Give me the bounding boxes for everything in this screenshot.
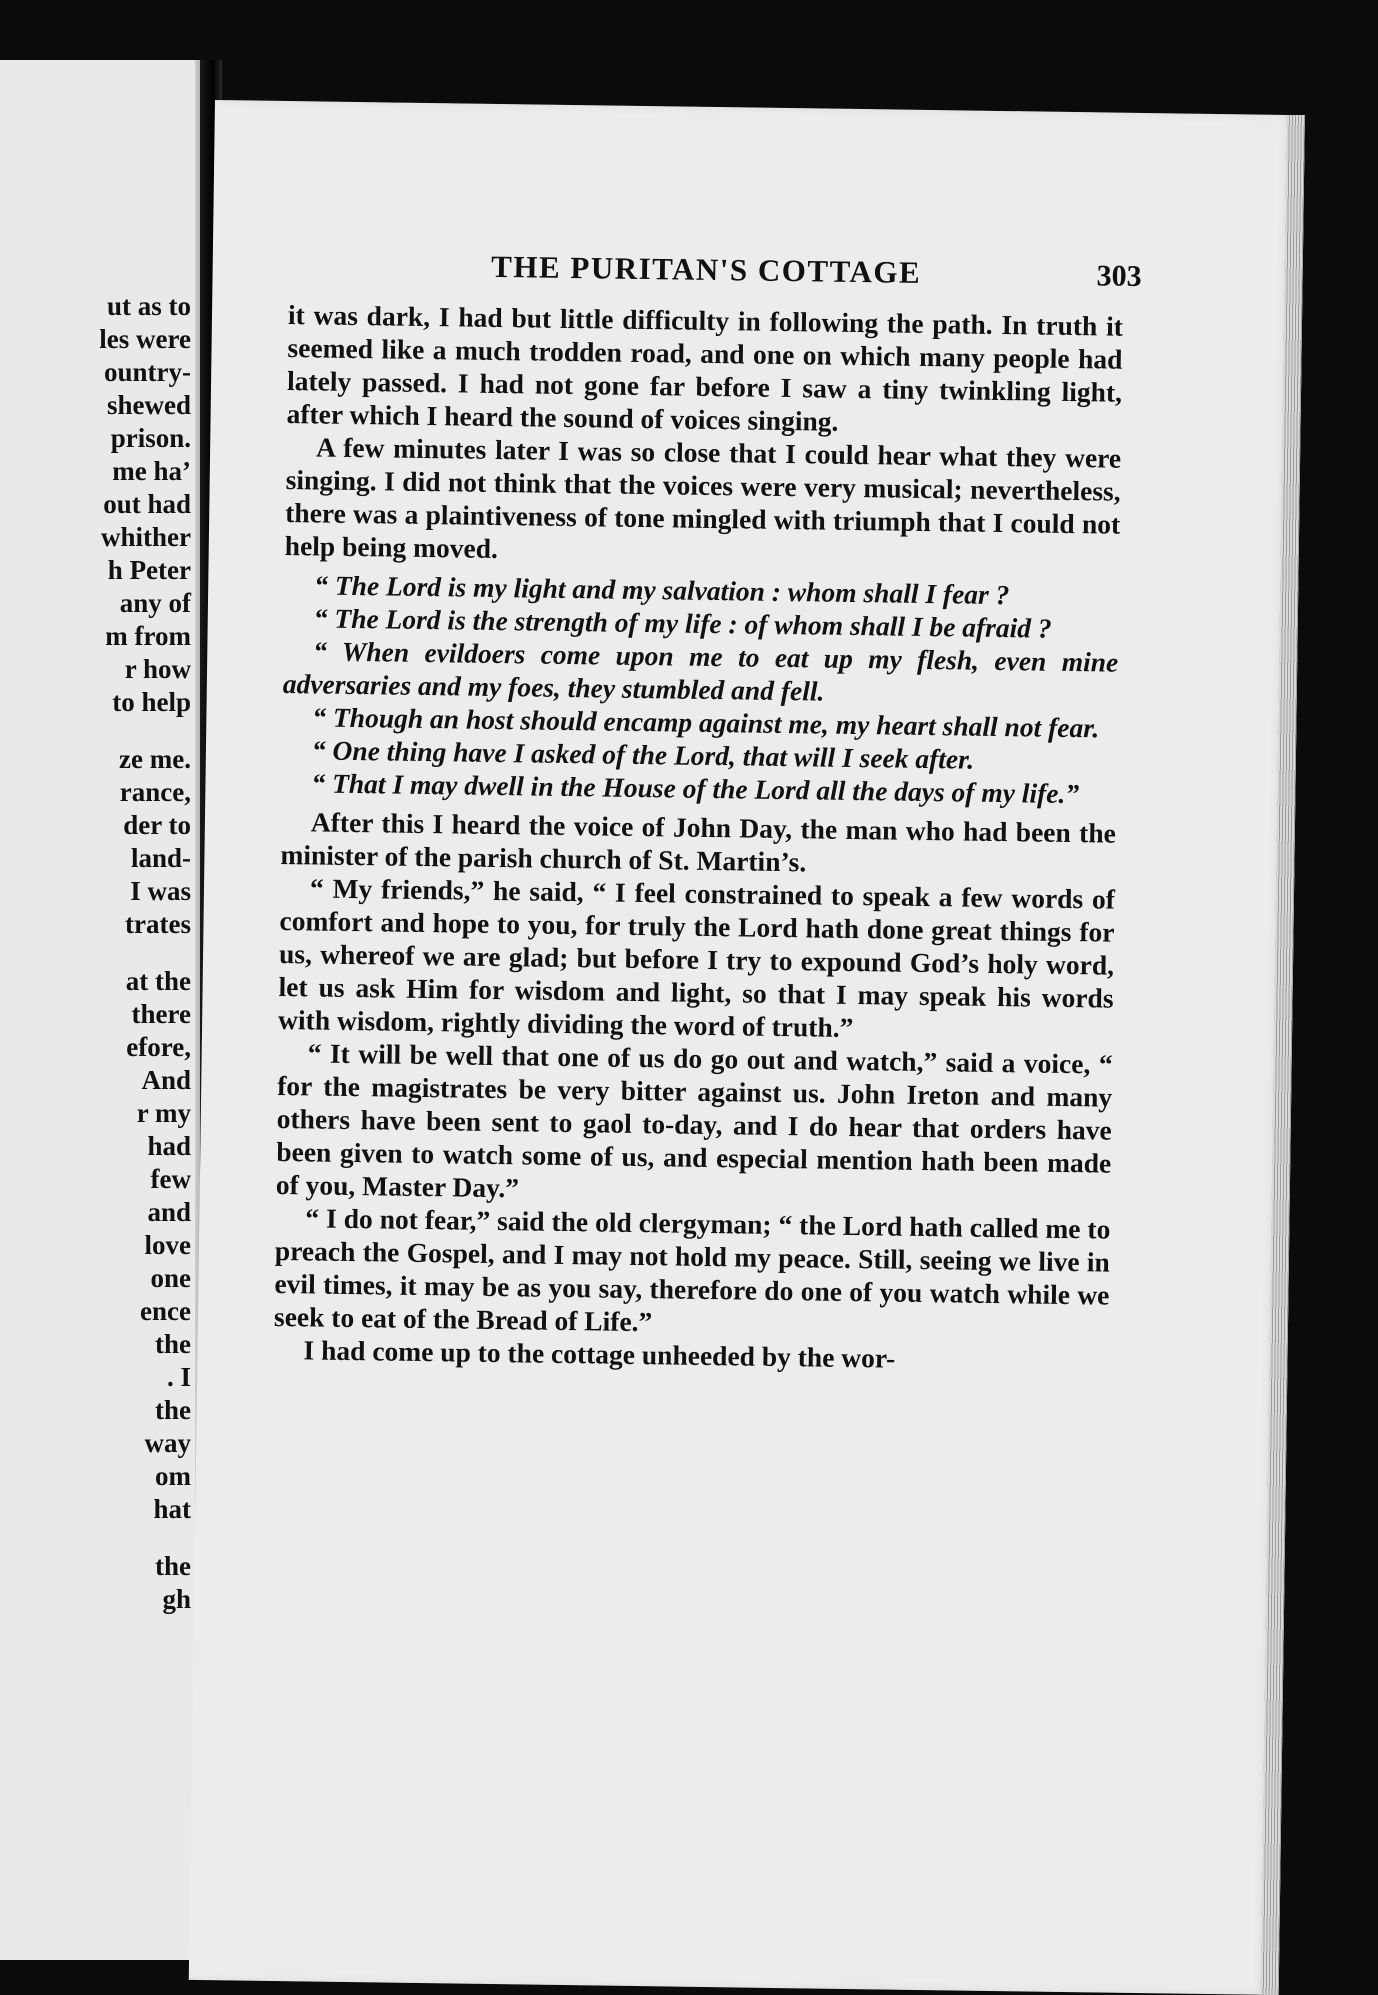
left-page-line: ence: [140, 1296, 191, 1326]
left-page-line: les were: [99, 324, 191, 354]
page-edge: [1261, 115, 1305, 1995]
right-page: [189, 100, 1305, 1995]
page-number: 303: [1096, 259, 1142, 293]
page-title: THE PURITAN'S COTTAGE: [490, 248, 922, 290]
body-text: [273, 298, 1123, 1378]
left-page-fragment: [0, 60, 205, 1960]
left-page-line: the: [155, 1551, 191, 1581]
left-page-line: h Peter: [107, 555, 191, 585]
psalm-verse: “ One thing have I asked of the Lord, that will I seek after.: [311, 734, 975, 775]
paragraph: “ I do not fear,” said the old clergyman; “ the Lord hath called me to preach the Gospel, and I may not hold my peace. Still, seeing we live in evil times, it may be as you say, therefore do one of you watch while we seek to eat of the Bread of Life.”: [273, 1202, 1111, 1338]
left-page-line: rance,: [119, 777, 191, 807]
left-page-line: any of: [119, 588, 191, 618]
left-page-line: one: [150, 1263, 191, 1293]
left-page-line: and: [147, 1197, 191, 1227]
page-content: [273, 246, 1142, 1378]
paragraph: I had come up to the cottage unheeded by the wor-: [303, 1334, 896, 1374]
paragraph: A few minutes later I was so close that I could hear what they were singing. I did not think that the voices were very musical; nevertheless, there was a plaintiveness of tone mingled with triumph that I could not help being moved.: [284, 431, 1122, 564]
psalm-verse: “ That I may dwell in the House of the Lord all the days of my life.”: [311, 767, 1080, 810]
left-page-line: om: [155, 1461, 191, 1491]
left-page-line: land-: [130, 843, 191, 873]
left-page-line: ze me.: [119, 744, 191, 774]
psalm-verse: “ The Lord is the strength of my life : of whom shall I be afraid ?: [313, 602, 1052, 644]
psalm-verse: “ When evildoers come upon me to eat up my flesh, even mine adversaries and my foes, they stumbled and fell.: [282, 635, 1119, 707]
left-page-line: prison.: [110, 423, 191, 453]
left-page-line: few: [150, 1164, 191, 1194]
left-page-line: ut as to: [106, 291, 191, 321]
running-head: [288, 246, 1142, 302]
left-page-line: I was: [130, 876, 191, 906]
left-page-line: way: [144, 1428, 191, 1458]
left-page-line: trates: [125, 909, 191, 939]
psalm-verse: “ The Lord is my light and my salvation : whom shall I fear ?: [314, 569, 1010, 611]
left-page-line: r how: [124, 654, 191, 684]
paragraph: “ My friends,” he said, “ I feel constrained to speak a few words of comfort and hope to you, for truly the Lord hath done great things for us, whereof we are glad; but before I try to expound God’s holy word, let us ask Him for wisdom and light, so that I may speak his words with wisdom, rightly dividing the word of truth.”: [277, 872, 1116, 1044]
left-page-line: ountry-: [104, 357, 191, 387]
left-page-line: to help: [112, 687, 191, 717]
left-page-line: gh: [162, 1584, 191, 1614]
paragraph: “ It will be well that one of us do go out and watch,” said a voice, “ for the magistrates be very bitter against us. John Ireton and many others have been sent to gaol to-day, and I do hear that orders have been given to watch some of us, and especial mention hath been made of you, Master Day.”: [275, 1037, 1113, 1204]
left-page-text: [99, 290, 191, 1616]
left-page-line: had: [147, 1131, 191, 1161]
left-page-line: me ha’: [112, 456, 191, 486]
paragraph: it was dark, I had but little difficulty in following the path. In truth it seemed like a much trodden road, and one on which many people had lately passed. I had not gone far before I saw a tiny twinkling light, after which I heard the sound of voices singing.: [286, 299, 1124, 437]
psalm-verse: “ Though an host should encamp against me, my heart shall not fear.: [312, 701, 1100, 744]
left-page-line: out had: [103, 489, 191, 519]
left-page-line: . I: [166, 1362, 191, 1392]
left-page-line: there: [131, 999, 191, 1029]
left-page-gap: [99, 941, 191, 965]
left-page-line: efore,: [126, 1032, 191, 1062]
left-page-line: m from: [105, 621, 191, 651]
left-page-gap: [99, 1526, 191, 1550]
paragraph: After this I heard the voice of John Day, the man who had been the minister of the parish church of St. Martin’s.: [280, 806, 1117, 878]
left-page-line: And: [141, 1065, 191, 1095]
left-page-line: shewed: [106, 390, 191, 420]
left-page-line: r my: [136, 1098, 191, 1128]
left-page-line: whither: [101, 522, 191, 552]
left-page-line: der to: [123, 810, 191, 840]
left-page-line: the: [155, 1395, 191, 1425]
left-page-line: love: [144, 1230, 191, 1260]
left-page-line: at the: [125, 966, 191, 996]
left-page-line: the: [155, 1329, 191, 1359]
left-page-gap: [99, 719, 191, 743]
left-page-line: hat: [153, 1494, 191, 1524]
